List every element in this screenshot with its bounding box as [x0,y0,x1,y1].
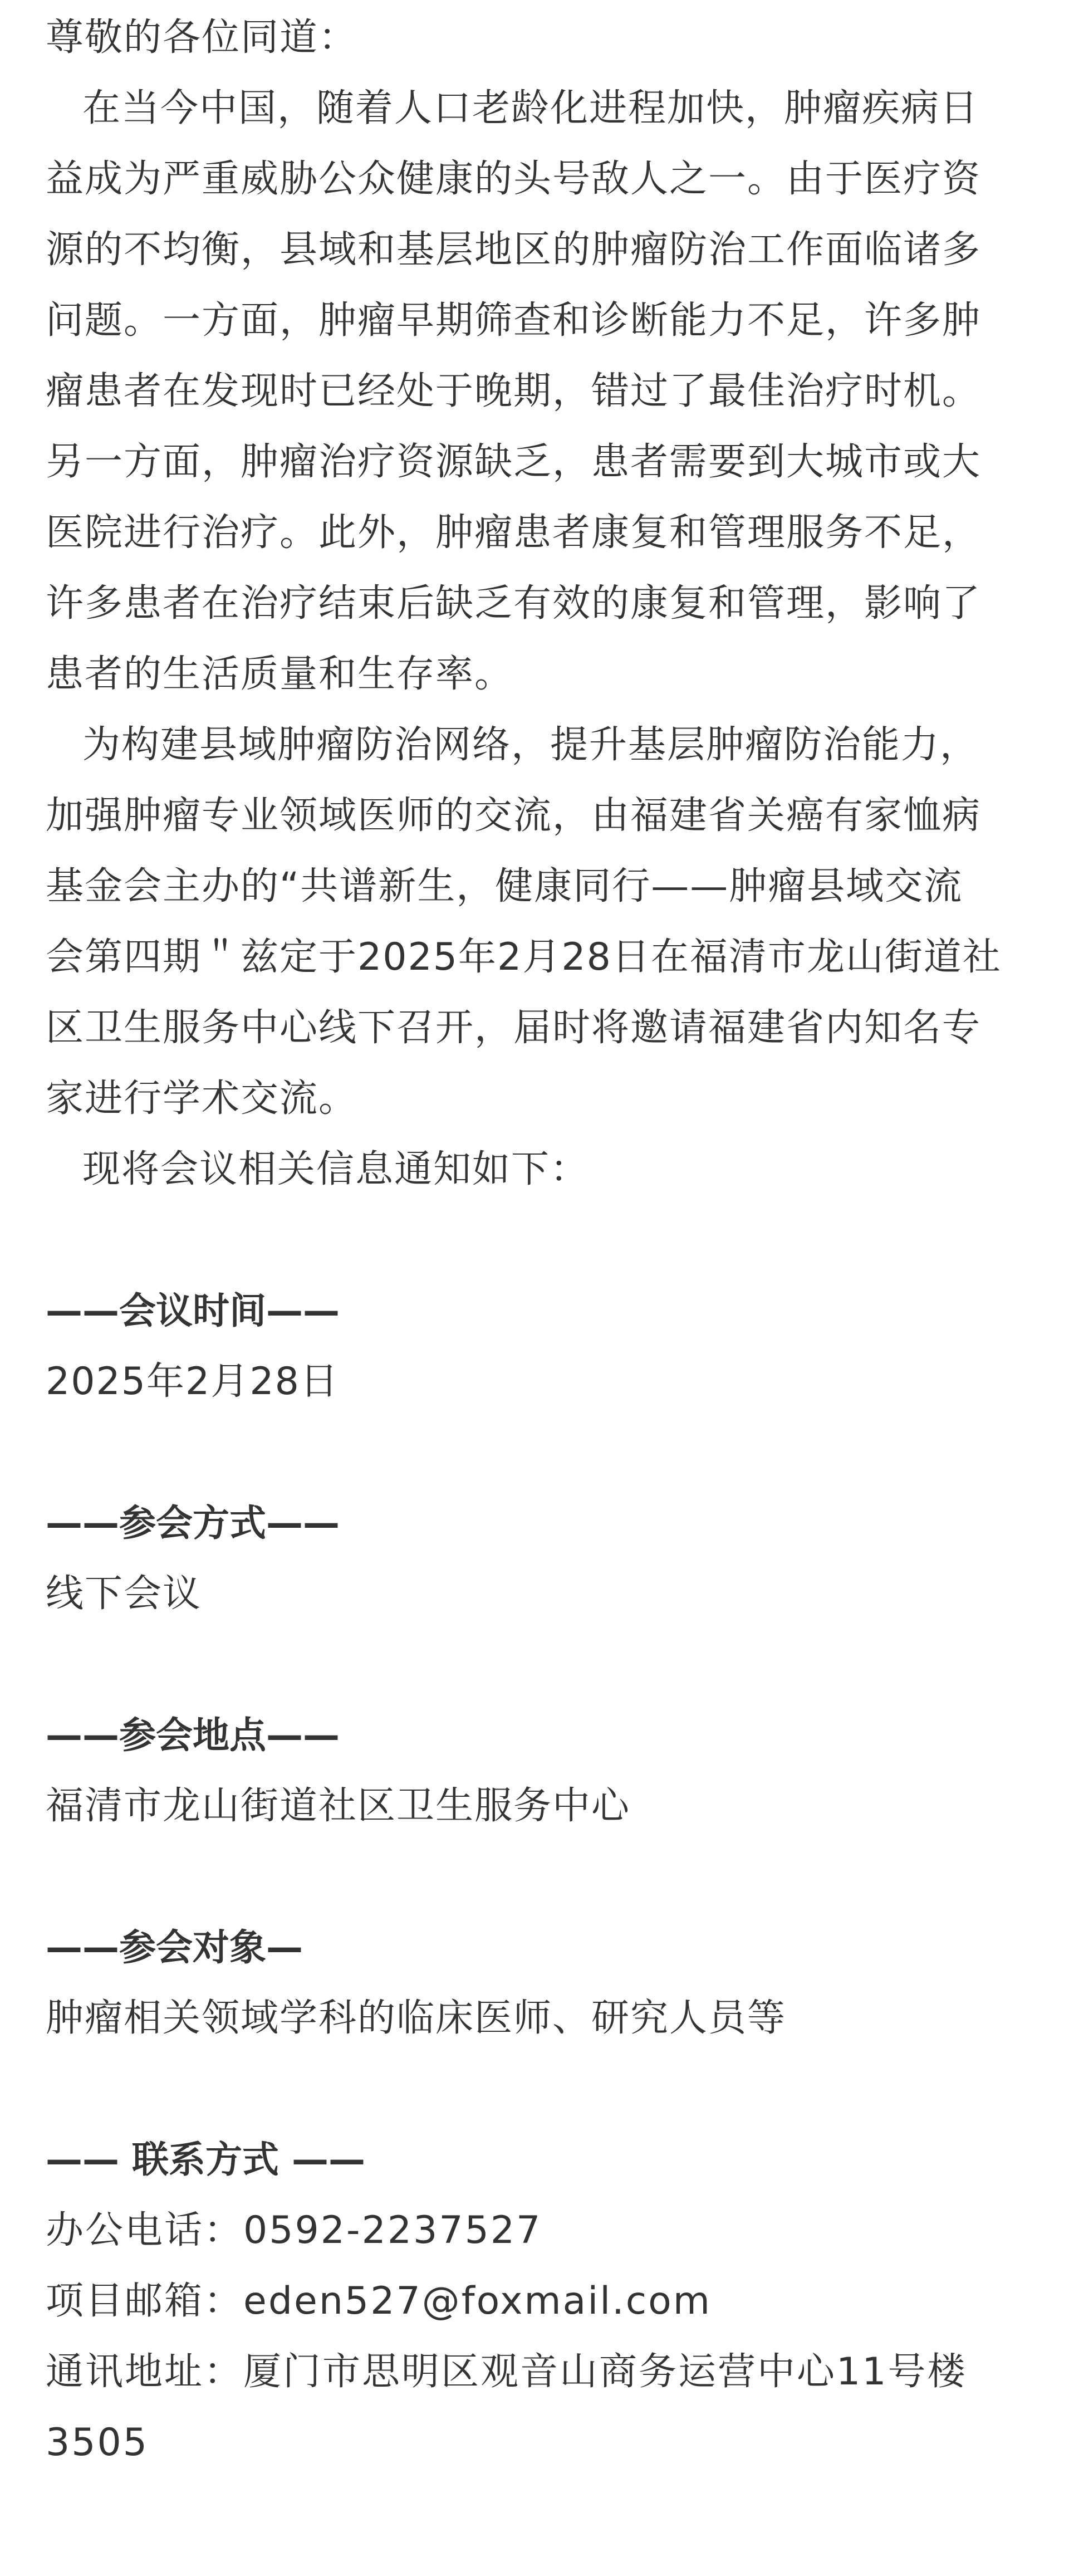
section-venue [46,1700,1026,1841]
section-time [46,1275,1026,1417]
paragraph-announcement [46,710,1026,1134]
paragraph-line: 许多患者在治疗结束后缺乏有效的康复和管理，影响了 [46,581,982,625]
paragraph-line: 瘤患者在发现时已经处于晚期，错过了最佳治疗时机。 [46,369,982,413]
section-value: 线下会议 [46,1572,202,1616]
paragraph-line: 患者的生活质量和生存率。 [46,652,514,696]
section-heading: —— 联系方式 —— [46,2138,365,2181]
section-value: 福清市龙山街道社区卫生服务中心 [46,1784,631,1828]
section-heading: ——参会对象— [46,1926,303,1969]
spacer [46,1629,1026,1700]
contact-phone: 办公电话：0592-2237527 [46,2208,542,2252]
section-heading: ——参会地点—— [46,1714,340,1757]
paragraph-line: 加强肿瘤专业领域医师的交流，由福建省关癌有家恤病 [46,794,982,838]
paragraph-line: 益成为严重威胁公众健康的头号敌人之一。由于医疗资 [46,157,982,201]
contact-address: 通讯地址：厦门市思明区观音山商务运营中心11号楼 [46,2350,967,2394]
paragraph-line: 会第四期＂兹定于2025年2月28日在福清市龙山街道社 [46,935,1002,979]
spacer [46,1205,1026,1275]
section-contact [46,2124,1026,2478]
intro-line: 现将会议相关信息通知如下： [82,1147,590,1191]
paragraph-line: 医院进行治疗。此外，肿瘤患者康复和管理服务不足， [46,511,982,555]
section-value: 肿瘤相关领域学科的临床医师、研究人员等 [46,1996,787,2040]
paragraph-line: 另一方面，肿瘤治疗资源缺乏，患者需要到大城市或大 [46,440,982,484]
notice-article [46,0,1026,2478]
paragraph-line: 家进行学术交流。 [46,1077,358,1121]
contact-address-continued: 3505 [46,2421,149,2465]
spacer [46,2054,1026,2124]
paragraph-line: 为构建县域肿瘤防治网络，提升基层肿瘤防治能力， [82,723,979,767]
section-mode [46,1488,1026,1629]
paragraph-line: 在当今中国，随着人口老龄化进程加快，肿瘤疾病日 [82,86,979,130]
paragraph-line: 源的不均衡，县域和基层地区的肿瘤防治工作面临诸多 [46,228,982,272]
spacer [46,1417,1026,1488]
section-value: 2025年2月28日 [46,1360,339,1404]
paragraph-line: 基金会主办的“共谱新生，健康同行——肿瘤县域交流 [46,864,963,908]
spacer [46,1841,1026,1912]
paragraph-line: 问题。一方面，肿瘤早期筛查和诊断能力不足，许多肿 [46,299,982,343]
paragraph-line: 区卫生服务中心线下召开，届时将邀请福建省内知名专 [46,1006,982,1050]
section-heading: ——参会方式—— [46,1502,340,1544]
section-heading: ——会议时间—— [46,1289,340,1332]
greeting: 尊敬的各位同道： [46,16,358,60]
paragraph-background [46,73,1026,710]
contact-email: 项目邮箱：eden527@foxmail.com [46,2279,712,2323]
section-audience [46,1912,1026,2054]
